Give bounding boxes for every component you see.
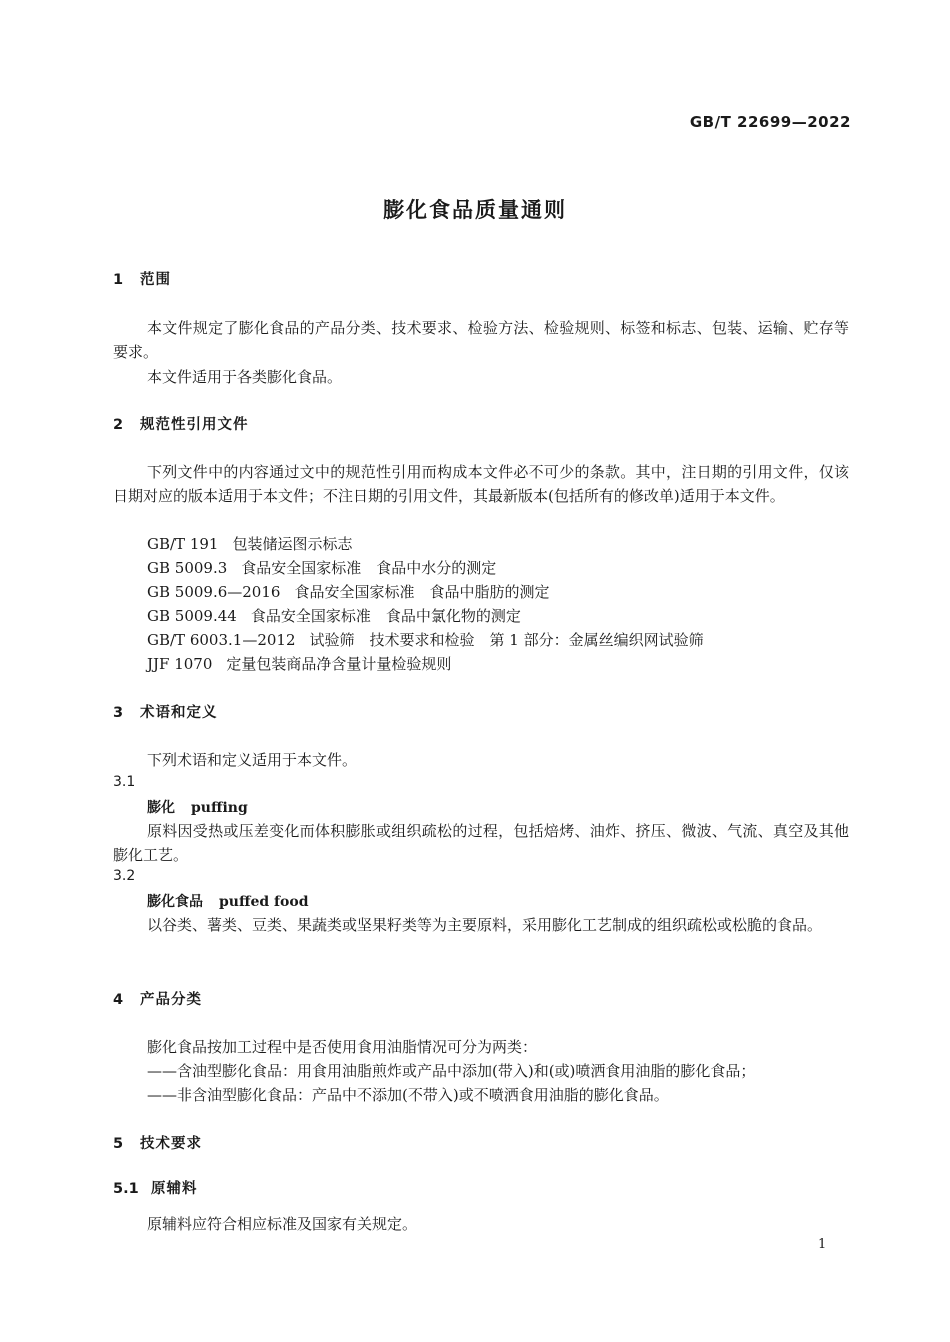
term-chinese: 膨化食品	[147, 894, 203, 910]
section-5-heading	[113, 1132, 202, 1153]
term-english: puffing	[191, 800, 248, 816]
reference-item	[147, 557, 496, 578]
reference-code: GB 5009.44	[147, 607, 237, 625]
subsection-title: 原辅料	[151, 1181, 198, 1197]
reference-item	[147, 605, 521, 626]
section-number: 3	[113, 705, 124, 721]
section-title: 技术要求	[140, 1136, 202, 1152]
terms-intro: 下列术语和定义适用于本文件。	[147, 751, 358, 769]
section-title: 规范性引用文件	[140, 417, 249, 433]
section-3-heading	[113, 701, 218, 722]
classification-item-non-oil: ——非含油型膨化食品：产品中不添加(不带入)或不喷洒食用油脂的膨化食品。	[147, 1086, 669, 1104]
classification-intro: 膨化食品按加工过程中是否使用食用油脂情况可分为两类：	[147, 1038, 538, 1056]
page-number: 1	[818, 1237, 827, 1252]
reference-item	[147, 533, 352, 554]
reference-item	[147, 629, 704, 650]
scope-paragraph: 本文件规定了膨化食品的产品分类、技术要求、检验方法、检验规则、标签和标志、包装、运输、贮存等要求。	[113, 319, 849, 361]
section-title: 产品分类	[140, 992, 202, 1008]
section-2-heading	[113, 413, 249, 434]
term-chinese: 膨化	[147, 800, 175, 816]
reference-code: GB/T 191	[147, 535, 219, 553]
term-number: 3.1	[113, 774, 136, 790]
section-number: 1	[113, 272, 124, 288]
reference-code: JJF 1070	[147, 655, 213, 673]
reference-item	[147, 653, 451, 674]
subsection-5-1-heading	[113, 1177, 198, 1198]
term-definition: 以谷类、薯类、豆类、果蔬类或坚果籽类等为主要原料，采用膨化工艺制成的组织疏松或松脆的食品。	[147, 916, 823, 934]
section-title: 范围	[140, 272, 171, 288]
section-number: 2	[113, 417, 124, 433]
reference-title: 食品安全国家标准 食品中氯化物的测定	[250, 607, 521, 625]
term-heading	[147, 891, 309, 911]
section-title: 术语和定义	[140, 705, 218, 721]
classification-item-oil: ——含油型膨化食品：用食用油脂煎炸或产品中添加(带入)和(或)喷洒食用油脂的膨化食品；	[147, 1062, 756, 1080]
standard-number: GB/T 22699—2022	[689, 113, 851, 131]
reference-code: GB/T 6003.1—2012	[147, 631, 296, 649]
normative-references-intro: 下列文件中的内容通过文中的规范性引用而构成本文件必不可少的条款。其中，注日期的引用文件，仅该日期对应的版本适用于本文件；不注日期的引用文件，其最新版本(包括所有的修改单)适用于本文件。	[113, 463, 849, 505]
reference-title: 食品安全国家标准 食品中水分的测定	[241, 559, 497, 577]
scope-applicability: 本文件适用于各类膨化食品。	[147, 368, 343, 386]
section-4-heading	[113, 988, 202, 1009]
section-number: 5	[113, 1136, 124, 1152]
subsection-number: 5.1	[113, 1181, 139, 1197]
reference-code: GB 5009.6—2016	[147, 583, 281, 601]
reference-code: GB 5009.3	[147, 559, 228, 577]
section-1-heading	[113, 268, 171, 289]
term-heading	[147, 797, 248, 817]
section-number: 4	[113, 992, 124, 1008]
document-title: 膨化食品质量通则	[383, 198, 567, 222]
reference-title: 食品安全国家标准 食品中脂肪的测定	[294, 583, 550, 601]
reference-title: 定量包装商品净含量计量检验规则	[226, 655, 452, 673]
term-number: 3.2	[113, 868, 136, 884]
term-definition: 原料因受热或压差变化而体积膨胀或组织疏松的过程，包括焙烤、油炸、挤压、微波、气流、真空及其他膨化工艺。	[113, 822, 849, 864]
reference-item	[147, 581, 549, 602]
term-english: puffed food	[219, 894, 309, 910]
raw-materials-requirement: 原辅料应符合相应标准及国家有关规定。	[147, 1215, 418, 1233]
reference-title: 试验筛 技术要求和检验 第 1 部分：金属丝编织网试验筛	[309, 631, 704, 649]
reference-title: 包装储运图示标志	[232, 535, 353, 553]
